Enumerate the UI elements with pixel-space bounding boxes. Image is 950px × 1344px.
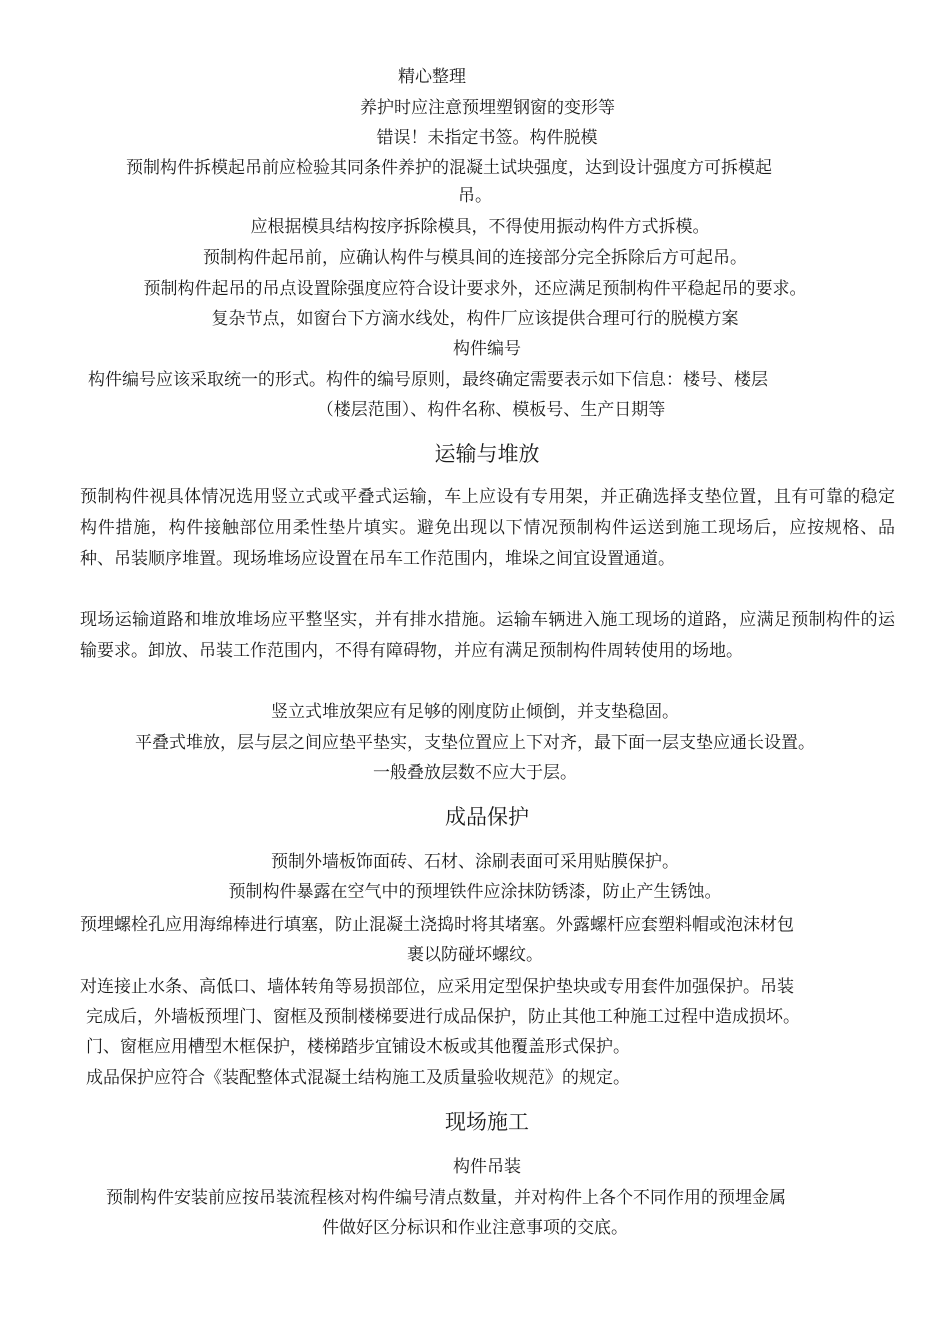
text-line: 竖立式堆放架应有足够的刚度防止倾倒，并支垫稳固。	[271, 702, 679, 722]
text-line: 预制构件暴露在空气中的预埋铁件应涂抹防锈漆，防止产生锈蚀。	[228, 882, 722, 902]
section-title-protection: 成品保护	[445, 805, 529, 829]
header-note: 精心整理	[398, 67, 466, 87]
text-line: 预制构件拆模起吊前应检验其同条件养护的混凝土试块强度，达到设计强度方可拆模起	[126, 158, 772, 178]
text-line: 件做好区分标识和作业注意事项的交底。	[322, 1218, 628, 1238]
text-line: 成品保护应符合《装配整体式混凝土结构施工及质量验收规范》的规定。	[86, 1068, 630, 1088]
text-line: 预埋螺栓孔应用海绵棒进行填塞，防止混凝土浇捣时将其堵塞。外露螺杆应套塑料帽或泡沫材包	[80, 915, 794, 935]
text-line: 门、窗框应用槽型木框保护，楼梯踏步宜铺设木板或其他覆盖形式保护。	[86, 1037, 630, 1057]
text-line: 复杂节点，如窗台下方滴水线处，构件厂应该提供合理可行的脱模方案	[211, 309, 739, 329]
text-line: 裹以防碰坏螺纹。	[407, 945, 543, 965]
text-line: 吊。	[458, 186, 492, 206]
subheading-hoisting: 构件吊装	[453, 1157, 521, 1177]
text-line: 预制外墙板饰面砖、石材、涂刷表面可采用贴膜保护。	[271, 852, 679, 872]
text-line: 预制构件起吊前，应确认构件与模具间的连接部分完全拆除后方可起吊。	[203, 248, 747, 268]
text-line: 完成后，外墙板预埋门、窗框及预制楼梯要进行成品保护，防止其他工种施工过程中造成损坏。	[86, 1007, 800, 1027]
text-line: （楼层范围）、构件名称、模板号、生产日期等	[316, 400, 666, 420]
text-line: 预制构件安装前应按吊装流程核对构件编号清点数量，并对构件上各个不同作用的预埋金属	[106, 1188, 786, 1208]
text-line: 构件编号应该采取统一的形式。构件的编号原则，最终确定需要表示如下信息：楼号、楼层	[88, 370, 768, 390]
paragraph: 预制构件视具体情况选用竖立式或平叠式运输，车上应设有专用架，并正确选择支垫位置，且有可靠的稳定构件措施，构件接触部位用柔性垫片填实。避免出现以下情况预制构件运送到施工现场后，应按规格、品种、吊装顺序堆置。现场堆场应设置在吊车工作范围内，堆垛之间宜设置通道。	[80, 487, 895, 569]
section-title-transport: 运输与堆放	[434, 442, 540, 466]
text-line: 平叠式堆放，层与层之间应垫平垫实，支垫位置应上下对齐，最下面一层支垫应通长设置。	[135, 733, 815, 753]
text-line: 对连接止水条、高低口、墙体转角等易损部位，应采用定型保护垫块或专用套件加强保护。吊装	[80, 977, 794, 997]
text-line: 预制构件起吊的吊点设置除强度应符合设计要求外，还应满足预制构件平稳起吊的要求。	[143, 279, 807, 299]
text-line: 应根据模具结构按序拆除模具，不得使用振动构件方式拆模。	[250, 217, 710, 237]
subheading-demolding: 错误！未指定书签。构件脱模	[376, 128, 598, 148]
subheading-numbering: 构件编号	[453, 339, 521, 359]
text-line: 养护时应注意预埋塑钢窗的变形等	[360, 98, 615, 118]
text-line: 一般叠放层数不应大于层。	[373, 763, 577, 783]
section-title-construction: 现场施工	[445, 1110, 529, 1134]
paragraph: 现场运输道路和堆放堆场应平整坚实，并有排水措施。运输车辆进入施工现场的道路，应满足预制构件的运输要求。卸放、吊装工作范围内，不得有障碍物，并应有满足预制构件周转使用的场地。	[80, 610, 895, 661]
